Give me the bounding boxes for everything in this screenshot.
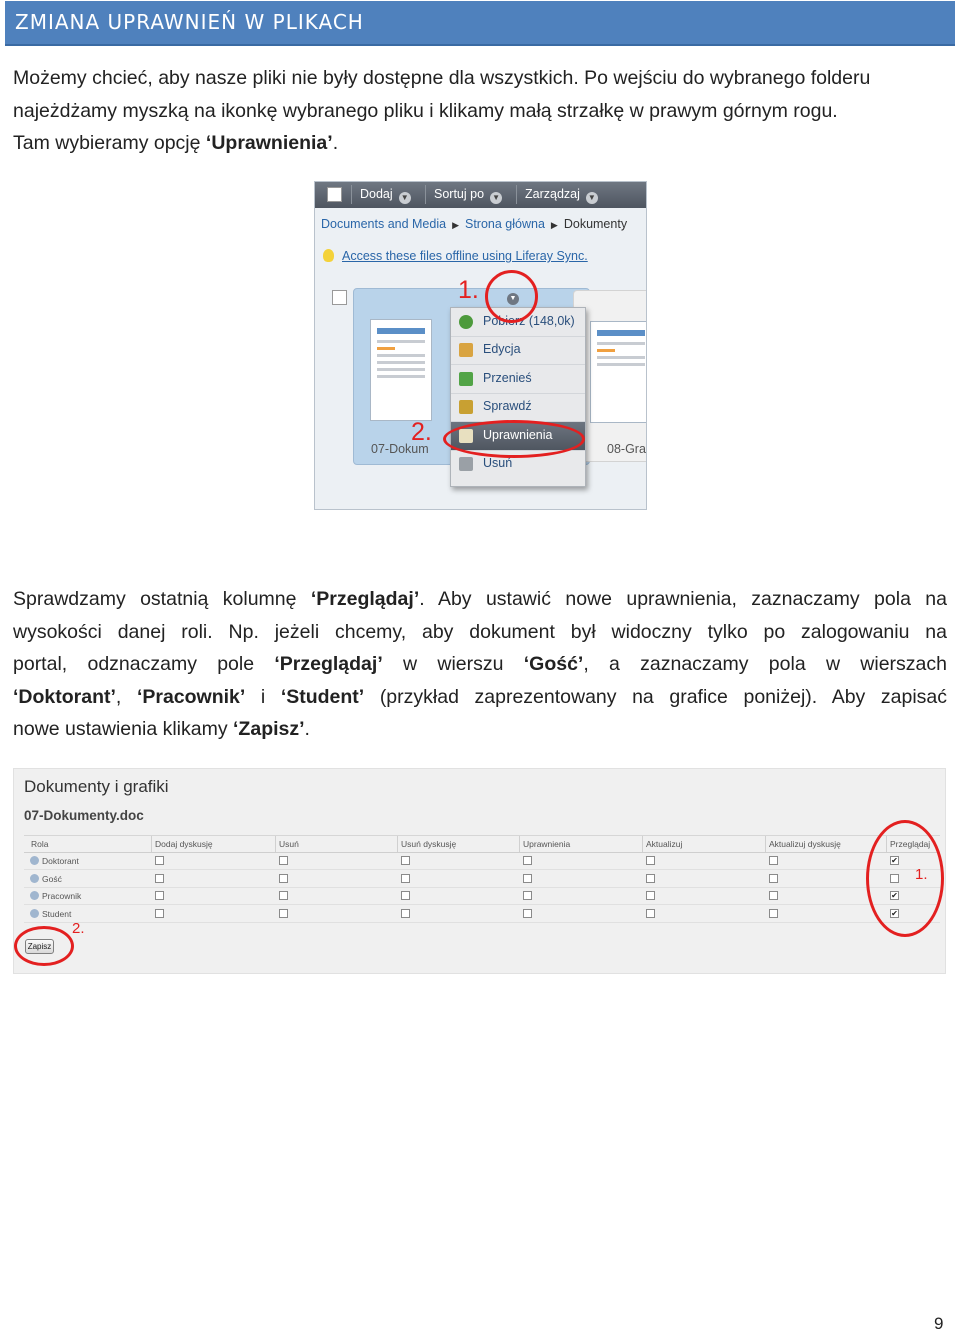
permission-checkbox[interactable]	[401, 874, 410, 883]
instr-line-3	[13, 648, 947, 681]
breadcrumb-item-home[interactable]: Strona główna	[465, 217, 545, 231]
permission-checkbox[interactable]	[279, 856, 288, 865]
instr-bold-guest: ‘Gość’	[523, 653, 584, 676]
instr-bold-student: ‘Student’	[280, 685, 365, 708]
highlight-circle-view-column	[866, 820, 944, 937]
breadcrumb	[321, 217, 627, 231]
instr-bold-save: ‘Zapisz’	[233, 718, 305, 741]
role-name: Student	[42, 908, 72, 919]
highlight-circle-arrow	[485, 270, 538, 323]
lightbulb-icon	[323, 249, 334, 262]
column-header: Uprawnienia	[523, 839, 571, 849]
breadcrumb-arrow-icon: ▶	[550, 220, 558, 230]
column-header: Usuń dyskusję	[401, 839, 457, 849]
table-row	[24, 887, 940, 905]
instr-bold-employee: ‘Pracownik’	[136, 685, 246, 708]
breadcrumb-item-documents[interactable]: Documents and Media	[321, 217, 447, 231]
page-number: 9	[934, 1314, 944, 1333]
instr-text: w wierszu	[382, 653, 524, 676]
role-icon	[30, 856, 39, 865]
instr-bold-view: ‘Przeglądaj’	[310, 588, 420, 610]
permission-checkbox[interactable]	[769, 909, 778, 918]
manage-button[interactable]	[516, 185, 598, 204]
permissions-screenshot	[13, 768, 946, 974]
permission-checkbox[interactable]	[155, 909, 164, 918]
permission-checkbox[interactable]	[279, 909, 288, 918]
role-name: Gość	[42, 873, 62, 884]
intro-bold-permissions: ‘Uprawnienia’	[205, 132, 333, 155]
permission-checkbox[interactable]	[279, 874, 288, 883]
permission-checkbox[interactable]	[646, 909, 655, 918]
permission-checkbox[interactable]	[401, 909, 410, 918]
menu-item-label: Uprawnienia	[483, 428, 553, 442]
chevron-down-icon: ▼	[490, 192, 502, 204]
sync-link-text: Access these files offline using Liferay Sync.	[342, 249, 588, 263]
permission-checkbox[interactable]	[769, 891, 778, 900]
menu-item-label: Sprawdź	[483, 399, 532, 413]
step-marker-2: 2.	[411, 418, 432, 446]
save-button[interactable]: Zapisz	[25, 939, 54, 954]
download-icon	[459, 315, 473, 329]
permission-checkbox[interactable]	[155, 891, 164, 900]
intro-line-2: najeżdżamy myszką na ikonkę wybranego pliku i klikamy małą strzałkę w prawym górnym rogu.	[13, 99, 838, 122]
permission-checkbox[interactable]	[401, 891, 410, 900]
permissions-page-title: Dokumenty i grafiki	[24, 777, 169, 796]
document-thumbnail	[370, 319, 432, 421]
instr-text: i	[245, 685, 281, 708]
instr-line-5	[13, 713, 947, 746]
column-header: Przeglądaj	[890, 839, 931, 849]
permission-checkbox[interactable]	[155, 856, 164, 865]
breadcrumb-item-current: Dokumenty	[563, 217, 628, 231]
permissions-file-name: 07-Dokumenty.doc	[24, 808, 144, 823]
role-icon	[30, 909, 39, 918]
instr-text: ,	[115, 685, 137, 708]
add-label: Dodaj	[360, 187, 393, 201]
table-row	[24, 905, 940, 923]
role-name: Pracownik	[42, 891, 82, 901]
instr-text: Sprawdzamy ostatnią kolumnę	[13, 588, 311, 610]
permission-checkbox[interactable]	[401, 856, 410, 865]
permission-checkbox[interactable]	[155, 874, 164, 883]
instr-text: .	[304, 718, 310, 741]
document-thumbnail	[590, 321, 647, 423]
instr-line-2: wysokości danej roli. Np. jeżeli chcemy, aby dokument był widoczny tylko po zalogowaniu na	[13, 620, 947, 643]
instr-line-4	[13, 681, 947, 714]
table-row	[24, 870, 940, 888]
section-header	[5, 1, 955, 46]
instr-line-1	[13, 583, 947, 616]
menu-item-label: Pobierz (148,0k)	[483, 314, 575, 328]
permission-checkbox[interactable]	[769, 874, 778, 883]
sort-button[interactable]	[425, 185, 502, 204]
intro-text: Tam wybieramy opcję	[13, 132, 206, 155]
permission-checkbox[interactable]: ✔	[891, 856, 898, 865]
move-arrow-icon	[459, 372, 473, 386]
toolbar	[315, 182, 646, 208]
sort-label: Sortuj po	[434, 187, 485, 201]
file-menu-screenshot	[314, 181, 647, 510]
permission-checkbox[interactable]	[769, 856, 778, 865]
instr-bold-view: ‘Przeglądaj’	[274, 653, 383, 676]
lock-icon	[459, 400, 473, 414]
role-icon	[30, 874, 39, 883]
chevron-down-icon: ▼	[586, 192, 598, 204]
permission-checkbox[interactable]: ✔	[891, 891, 898, 900]
file-actions-menu	[450, 307, 586, 487]
menu-item-label: Przenieś	[483, 371, 532, 385]
menu-item-move[interactable]	[451, 365, 585, 394]
manage-label: Zarządzaj	[525, 187, 580, 201]
highlight-circle-permissions	[443, 420, 585, 458]
permission-checkbox[interactable]	[523, 856, 532, 865]
role-name: Doktorant	[42, 856, 79, 866]
intro-paragraph	[13, 62, 947, 160]
step-marker-1: 1.	[458, 276, 479, 304]
intro-line-1: Możemy chcieć, aby nasze pliki nie były dostępne dla wszystkich. Po wejściu do wybranego folderu	[13, 67, 871, 89]
role-icon	[30, 891, 39, 900]
instr-text: (przykład zaprezentowany na grafice poniżej). Aby zapisać	[364, 685, 947, 708]
step-marker-2: 2.	[72, 920, 85, 937]
breadcrumb-arrow-icon: ▶	[452, 220, 459, 230]
trash-icon	[459, 457, 473, 471]
section-title: ZMIANA UPRAWNIEŃ W PLIKACH	[15, 10, 364, 34]
permission-checkbox[interactable]	[279, 891, 288, 900]
intro-line-3	[13, 127, 947, 160]
intro-period: .	[332, 132, 339, 155]
instructions-paragraph	[13, 583, 947, 746]
permissions-table-header	[24, 835, 940, 853]
menu-item-label: Edycja	[483, 342, 521, 356]
select-all-checkbox[interactable]	[327, 187, 342, 202]
add-button[interactable]	[351, 185, 411, 204]
menu-item-checkout[interactable]	[451, 393, 585, 422]
column-header: Aktualizuj dyskusję	[769, 839, 841, 849]
menu-item-edit[interactable]	[451, 336, 585, 365]
permission-checkbox[interactable]	[523, 874, 532, 883]
file-select-checkbox[interactable]	[332, 290, 347, 305]
column-header: Rola	[31, 839, 49, 849]
permission-checkbox[interactable]	[646, 874, 655, 883]
file-name-2[interactable]: 08-Gra	[607, 442, 646, 456]
file-actions-arrow-icon[interactable]: ▼	[507, 293, 519, 305]
step-marker-1: 1.	[915, 866, 928, 883]
instr-text: nowe ustawienia klikamy	[13, 718, 234, 741]
column-header: Dodaj dyskusję	[155, 839, 213, 849]
permission-checkbox[interactable]	[646, 856, 655, 865]
column-header: Aktualizuj	[646, 839, 683, 849]
instr-text: portal, odznaczamy pole	[13, 653, 275, 676]
permission-checkbox[interactable]	[646, 891, 655, 900]
edit-icon	[459, 343, 473, 357]
instr-text: , a zaznaczamy pola w wierszach	[583, 653, 947, 676]
column-header: Usuń	[279, 839, 299, 849]
menu-item-label: Usuń	[483, 456, 513, 470]
instr-bold-doctoral: ‘Doktorant’	[13, 685, 116, 708]
permission-checkbox[interactable]	[523, 909, 532, 918]
sync-link[interactable]	[323, 249, 588, 263]
instr-text: . Aby ustawić nowe uprawnienia, zaznaczamy pola na	[419, 588, 947, 610]
file-name-1[interactable]: 07-Dokum	[371, 442, 429, 456]
permission-checkbox[interactable]	[523, 891, 532, 900]
highlight-circle-save	[14, 926, 74, 966]
permission-checkbox[interactable]: ✔	[891, 908, 898, 918]
table-row	[24, 852, 940, 870]
chevron-down-icon: ▼	[399, 192, 411, 204]
